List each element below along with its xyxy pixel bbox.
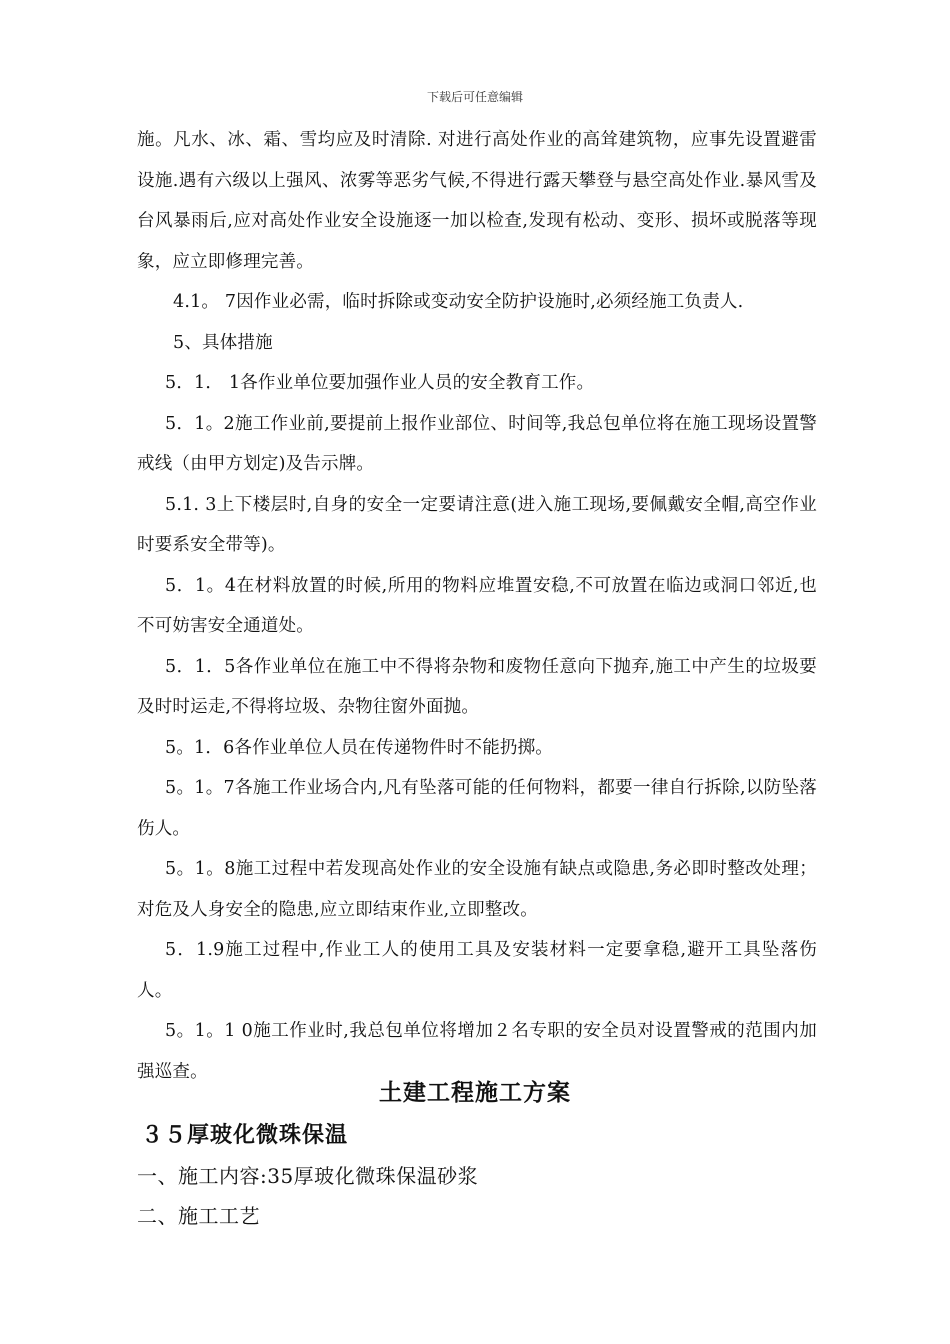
document-title: 土建工程施工方案 <box>379 1079 571 1106</box>
section-heading: 5、具体措施 <box>173 332 273 353</box>
paragraph: 5．1．5各作业单位在施工中不得将杂物和废物任意向下抛弃,施工中产生的垃圾要及时时运走,不得将垃圾、杂物往窗外面抛。 <box>137 656 817 717</box>
page-header: 下载后可任意编辑 <box>426 90 523 104</box>
body-text <box>137 120 817 1092</box>
paragraph: 5.1. 3上下楼层时,自身的安全一定要请注意(进入施工现场,要佩戴安全帽,高空作业时要系安全带等)。 <box>137 494 817 555</box>
paragraph: 4.1。 7因作业必需，临时拆除或变动安全防护设施时,必须经施工负责人. <box>173 292 744 312</box>
paragraph: 5。1。1 0施工作业时,我总包单位将增加２名专职的安全员对设置警戒的范围内加强巡查。 <box>137 1021 817 1082</box>
construction-process-heading: 二、施工工艺 <box>137 1204 260 1228</box>
document-subtitle: ３５厚玻化微珠保温 <box>141 1122 349 1148</box>
paragraph: 5．1． 1各作业单位要加强作业人员的安全教育工作。 <box>165 373 595 393</box>
paragraph: 5．1.9施工过程中,作业工人的使用工具及安装材料一定要拿稳,避开工具坠落伤人。 <box>137 940 817 1001</box>
paragraph: 5。1。7各施工作业场合内,凡有坠落可能的任何物料，都要一律自行拆除,以防坠落伤人。 <box>137 778 817 839</box>
paragraph: 施。凡水、冰、霜、雪均应及时清除. 对进行高处作业的高耸建筑物，应事先设置避雷设施.遇有六级以上强风、浓雾等恶劣气候,不得进行露天攀登与悬空高处作业.暴风雪及台风暴雨后,应对高处作业安全设施逐一加以检查,发现有松动、变形、损坏或脱落等现象，应立即修理完善。 <box>137 130 817 272</box>
construction-content-line: 一、施工内容:35厚玻化微珠保温砂浆 <box>137 1164 479 1188</box>
paragraph: 5。1。8施工过程中若发现高处作业的安全设施有缺点或隐患,务必即时整改处理；对危及人身安全的隐患,应立即结束作业,立即整改。 <box>137 859 817 920</box>
paragraph: 5．1。2施工作业前,要提前上报作业部位、时间等,我总包单位将在施工现场设置警戒线（由甲方划定)及告示牌。 <box>137 413 817 474</box>
paragraph: 5。1．6各作业单位人员在传递物件时不能扔掷。 <box>165 737 554 758</box>
paragraph: 5．1。4在材料放置的时候,所用的物料应堆置安稳,不可放置在临边或洞口邻近,也不可妨害安全通道处。 <box>137 575 817 636</box>
